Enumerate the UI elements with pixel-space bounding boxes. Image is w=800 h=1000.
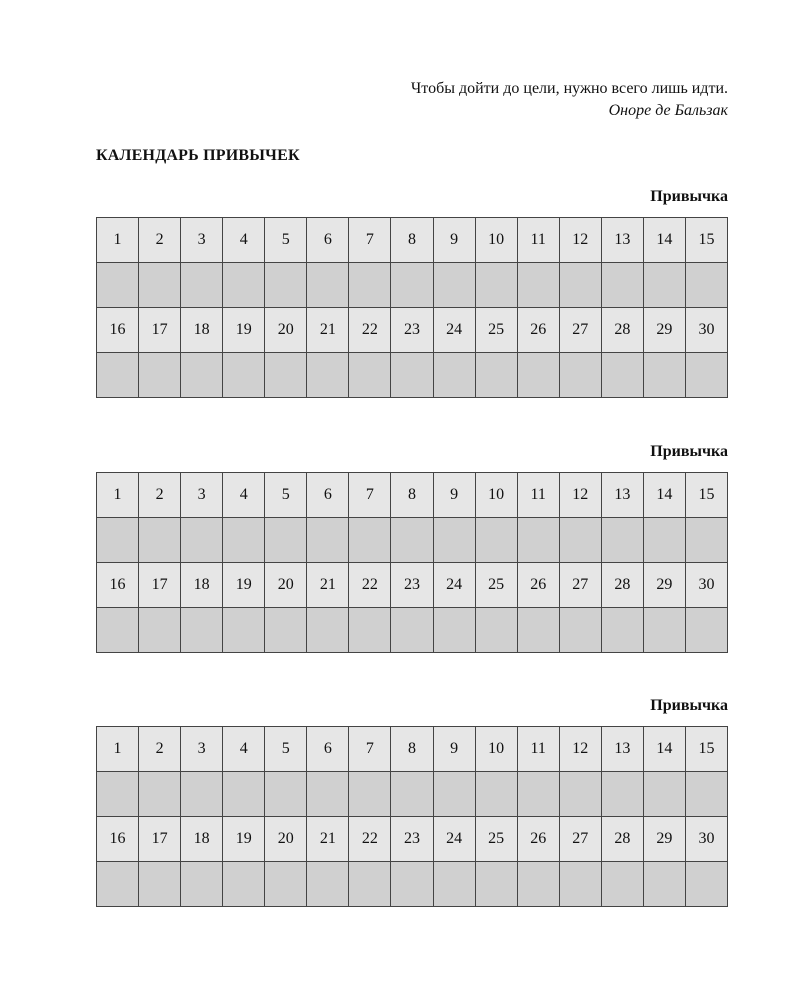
day-checkbox[interactable] bbox=[307, 353, 349, 398]
day-checkbox[interactable] bbox=[97, 772, 139, 817]
day-checkbox[interactable] bbox=[602, 353, 644, 398]
habit-label: Привычка bbox=[650, 443, 728, 460]
day-number: 14 bbox=[644, 218, 686, 263]
day-checkbox[interactable] bbox=[139, 518, 181, 563]
day-checkbox[interactable] bbox=[518, 518, 560, 563]
day-number: 2 bbox=[139, 473, 181, 518]
day-number: 19 bbox=[223, 817, 265, 862]
day-checkbox[interactable] bbox=[265, 862, 307, 907]
day-checkbox[interactable] bbox=[223, 353, 265, 398]
day-number: 29 bbox=[644, 563, 686, 608]
day-checkbox[interactable] bbox=[686, 353, 728, 398]
day-number: 28 bbox=[602, 817, 644, 862]
day-checkbox[interactable] bbox=[560, 518, 602, 563]
day-checkbox[interactable] bbox=[476, 518, 518, 563]
day-checkbox[interactable] bbox=[602, 518, 644, 563]
day-checkbox[interactable] bbox=[307, 518, 349, 563]
day-number: 1 bbox=[97, 218, 139, 263]
day-number: 17 bbox=[139, 308, 181, 353]
day-checkbox[interactable] bbox=[223, 518, 265, 563]
day-number: 30 bbox=[686, 308, 728, 353]
day-checkbox[interactable] bbox=[602, 263, 644, 308]
day-number: 14 bbox=[644, 727, 686, 772]
day-number: 29 bbox=[644, 308, 686, 353]
day-number: 15 bbox=[686, 727, 728, 772]
day-checkbox[interactable] bbox=[518, 772, 560, 817]
day-number: 8 bbox=[391, 473, 433, 518]
day-checkbox[interactable] bbox=[644, 518, 686, 563]
day-number: 26 bbox=[518, 563, 560, 608]
day-checkbox[interactable] bbox=[349, 608, 391, 653]
day-number: 28 bbox=[602, 308, 644, 353]
day-number: 27 bbox=[560, 308, 602, 353]
day-number: 24 bbox=[434, 817, 476, 862]
day-number: 27 bbox=[560, 563, 602, 608]
day-number: 18 bbox=[181, 563, 223, 608]
day-checkbox[interactable] bbox=[139, 772, 181, 817]
day-checkbox[interactable] bbox=[349, 263, 391, 308]
day-checkbox[interactable] bbox=[265, 608, 307, 653]
day-number: 25 bbox=[476, 308, 518, 353]
day-number: 16 bbox=[97, 563, 139, 608]
day-number: 15 bbox=[686, 473, 728, 518]
day-checkbox[interactable] bbox=[223, 772, 265, 817]
day-number: 19 bbox=[223, 563, 265, 608]
day-number: 5 bbox=[265, 218, 307, 263]
day-number: 25 bbox=[476, 563, 518, 608]
day-number: 6 bbox=[307, 727, 349, 772]
day-checkbox[interactable] bbox=[181, 353, 223, 398]
day-checkbox[interactable] bbox=[518, 263, 560, 308]
day-number: 4 bbox=[223, 218, 265, 263]
epigraph-author: Оноре де Бальзак bbox=[608, 102, 728, 119]
day-checkbox[interactable] bbox=[602, 608, 644, 653]
day-checkbox[interactable] bbox=[97, 862, 139, 907]
day-number: 3 bbox=[181, 727, 223, 772]
day-number: 18 bbox=[181, 308, 223, 353]
day-checkbox[interactable] bbox=[518, 608, 560, 653]
day-checkbox[interactable] bbox=[560, 353, 602, 398]
day-number: 15 bbox=[686, 218, 728, 263]
day-checkbox[interactable] bbox=[476, 862, 518, 907]
day-checkbox[interactable] bbox=[349, 518, 391, 563]
day-number: 12 bbox=[560, 473, 602, 518]
day-number: 24 bbox=[434, 308, 476, 353]
day-checkbox[interactable] bbox=[139, 263, 181, 308]
habit-label: Привычка bbox=[650, 697, 728, 714]
day-number: 5 bbox=[265, 473, 307, 518]
day-checkbox[interactable] bbox=[265, 772, 307, 817]
day-number: 19 bbox=[223, 308, 265, 353]
day-number: 21 bbox=[307, 563, 349, 608]
day-number: 12 bbox=[560, 727, 602, 772]
habit-tracker bbox=[96, 441, 728, 653]
day-number: 30 bbox=[686, 817, 728, 862]
day-number: 22 bbox=[349, 817, 391, 862]
day-checkbox[interactable] bbox=[476, 263, 518, 308]
day-checkbox[interactable] bbox=[391, 353, 433, 398]
day-checkbox[interactable] bbox=[476, 608, 518, 653]
day-checkbox[interactable] bbox=[644, 263, 686, 308]
day-checkbox[interactable] bbox=[139, 862, 181, 907]
day-checkbox[interactable] bbox=[97, 263, 139, 308]
day-checkbox[interactable] bbox=[434, 608, 476, 653]
habit-label: Привычка bbox=[650, 188, 728, 205]
day-number: 10 bbox=[476, 473, 518, 518]
day-number: 8 bbox=[391, 218, 433, 263]
day-number: 23 bbox=[391, 817, 433, 862]
day-checkbox[interactable] bbox=[644, 862, 686, 907]
day-checkbox[interactable] bbox=[686, 772, 728, 817]
day-number: 11 bbox=[518, 473, 560, 518]
day-number: 17 bbox=[139, 817, 181, 862]
day-number: 16 bbox=[97, 308, 139, 353]
day-checkbox[interactable] bbox=[139, 608, 181, 653]
day-number: 26 bbox=[518, 308, 560, 353]
day-number: 11 bbox=[518, 727, 560, 772]
day-checkbox[interactable] bbox=[97, 518, 139, 563]
day-number: 10 bbox=[476, 727, 518, 772]
day-checkbox[interactable] bbox=[476, 772, 518, 817]
day-checkbox[interactable] bbox=[223, 608, 265, 653]
day-number: 3 bbox=[181, 473, 223, 518]
day-number: 23 bbox=[391, 563, 433, 608]
day-checkbox[interactable] bbox=[391, 608, 433, 653]
day-number: 7 bbox=[349, 218, 391, 263]
day-checkbox[interactable] bbox=[476, 353, 518, 398]
day-number: 28 bbox=[602, 563, 644, 608]
habit-grid bbox=[96, 726, 728, 907]
day-checkbox[interactable] bbox=[391, 263, 433, 308]
day-number: 4 bbox=[223, 727, 265, 772]
day-checkbox[interactable] bbox=[434, 772, 476, 817]
day-number: 23 bbox=[391, 308, 433, 353]
habit-grid bbox=[96, 472, 728, 653]
day-checkbox[interactable] bbox=[391, 772, 433, 817]
day-number: 10 bbox=[476, 218, 518, 263]
day-number: 6 bbox=[307, 218, 349, 263]
day-checkbox[interactable] bbox=[97, 608, 139, 653]
day-checkbox[interactable] bbox=[223, 862, 265, 907]
day-number: 7 bbox=[349, 473, 391, 518]
day-number: 9 bbox=[434, 473, 476, 518]
day-checkbox[interactable] bbox=[181, 263, 223, 308]
day-number: 17 bbox=[139, 563, 181, 608]
habit-tracker bbox=[96, 695, 728, 907]
day-number: 5 bbox=[265, 727, 307, 772]
day-number: 1 bbox=[97, 473, 139, 518]
day-number: 24 bbox=[434, 563, 476, 608]
day-checkbox[interactable] bbox=[307, 862, 349, 907]
day-number: 9 bbox=[434, 218, 476, 263]
day-number: 14 bbox=[644, 473, 686, 518]
day-checkbox[interactable] bbox=[686, 862, 728, 907]
day-number: 2 bbox=[139, 218, 181, 263]
day-checkbox[interactable] bbox=[560, 772, 602, 817]
day-checkbox[interactable] bbox=[518, 862, 560, 907]
day-number: 9 bbox=[434, 727, 476, 772]
day-checkbox[interactable] bbox=[307, 772, 349, 817]
day-number: 4 bbox=[223, 473, 265, 518]
day-number: 8 bbox=[391, 727, 433, 772]
day-checkbox[interactable] bbox=[139, 353, 181, 398]
day-checkbox[interactable] bbox=[349, 772, 391, 817]
day-checkbox[interactable] bbox=[560, 263, 602, 308]
day-number: 29 bbox=[644, 817, 686, 862]
day-checkbox[interactable] bbox=[560, 862, 602, 907]
day-number: 13 bbox=[602, 218, 644, 263]
day-checkbox[interactable] bbox=[434, 862, 476, 907]
day-checkbox[interactable] bbox=[560, 608, 602, 653]
day-number: 2 bbox=[139, 727, 181, 772]
day-number: 21 bbox=[307, 308, 349, 353]
day-number: 3 bbox=[181, 218, 223, 263]
day-checkbox[interactable] bbox=[602, 772, 644, 817]
day-checkbox[interactable] bbox=[434, 518, 476, 563]
day-number: 26 bbox=[518, 817, 560, 862]
day-number: 11 bbox=[518, 218, 560, 263]
day-number: 30 bbox=[686, 563, 728, 608]
day-number: 22 bbox=[349, 563, 391, 608]
day-checkbox[interactable] bbox=[686, 263, 728, 308]
day-checkbox[interactable] bbox=[349, 862, 391, 907]
day-number: 20 bbox=[265, 308, 307, 353]
day-checkbox[interactable] bbox=[181, 772, 223, 817]
day-number: 25 bbox=[476, 817, 518, 862]
day-checkbox[interactable] bbox=[434, 353, 476, 398]
epigraph bbox=[411, 78, 728, 122]
day-checkbox[interactable] bbox=[181, 518, 223, 563]
page-title: КАЛЕНДАРЬ ПРИВЫЧЕК bbox=[96, 147, 300, 164]
day-checkbox[interactable] bbox=[391, 862, 433, 907]
day-checkbox[interactable] bbox=[644, 353, 686, 398]
day-checkbox[interactable] bbox=[265, 263, 307, 308]
epigraph-text: Чтобы дойти до цели, нужно всего лишь идти. bbox=[410, 80, 728, 97]
day-checkbox[interactable] bbox=[181, 608, 223, 653]
day-checkbox[interactable] bbox=[644, 772, 686, 817]
day-checkbox[interactable] bbox=[518, 353, 560, 398]
day-number: 22 bbox=[349, 308, 391, 353]
day-checkbox[interactable] bbox=[265, 353, 307, 398]
day-checkbox[interactable] bbox=[602, 862, 644, 907]
day-number: 13 bbox=[602, 727, 644, 772]
day-checkbox[interactable] bbox=[349, 353, 391, 398]
day-checkbox[interactable] bbox=[181, 862, 223, 907]
day-checkbox[interactable] bbox=[644, 608, 686, 653]
day-number: 27 bbox=[560, 817, 602, 862]
day-number: 1 bbox=[97, 727, 139, 772]
day-checkbox[interactable] bbox=[391, 518, 433, 563]
day-checkbox[interactable] bbox=[686, 518, 728, 563]
day-number: 20 bbox=[265, 563, 307, 608]
day-number: 20 bbox=[265, 817, 307, 862]
day-checkbox[interactable] bbox=[434, 263, 476, 308]
day-number: 18 bbox=[181, 817, 223, 862]
day-checkbox[interactable] bbox=[686, 608, 728, 653]
day-checkbox[interactable] bbox=[307, 608, 349, 653]
habit-tracker bbox=[96, 186, 728, 398]
day-checkbox[interactable] bbox=[307, 263, 349, 308]
habit-grid bbox=[96, 217, 728, 398]
day-number: 16 bbox=[97, 817, 139, 862]
day-checkbox[interactable] bbox=[97, 353, 139, 398]
day-checkbox[interactable] bbox=[265, 518, 307, 563]
day-number: 21 bbox=[307, 817, 349, 862]
day-number: 6 bbox=[307, 473, 349, 518]
day-number: 12 bbox=[560, 218, 602, 263]
day-number: 13 bbox=[602, 473, 644, 518]
day-checkbox[interactable] bbox=[223, 263, 265, 308]
day-number: 7 bbox=[349, 727, 391, 772]
